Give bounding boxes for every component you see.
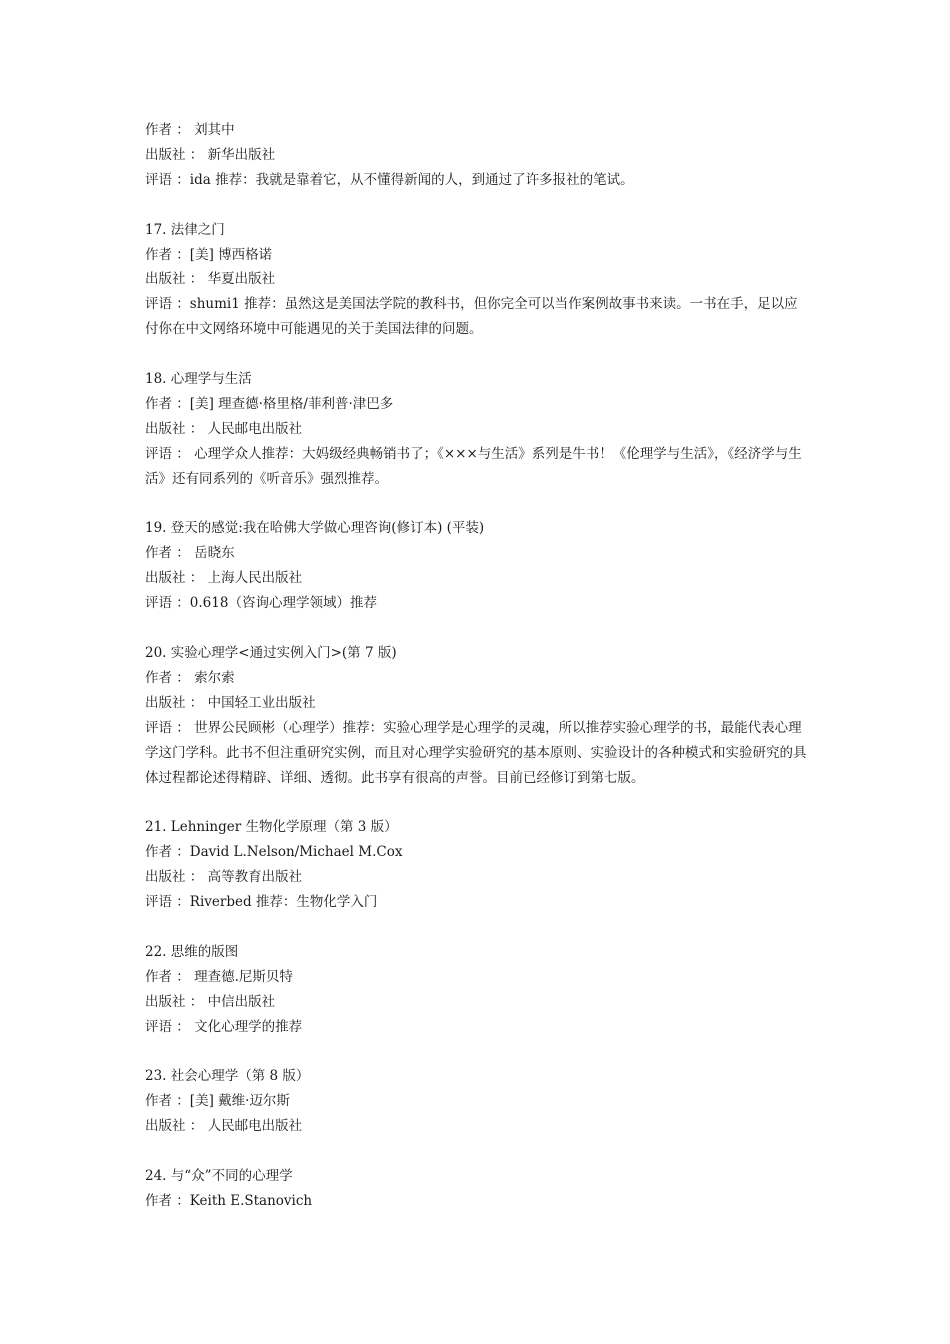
review-line	[145, 168, 810, 193]
review-line	[145, 1015, 810, 1040]
book-entry	[145, 815, 810, 915]
review-line	[145, 442, 810, 492]
author-value: 刘其中	[194, 122, 235, 138]
book-title: 22. 思维的版图	[145, 943, 239, 960]
book-entry	[145, 1064, 810, 1139]
publisher-label: 出版社 ：	[145, 271, 204, 288]
review-label: 评语 ：	[145, 445, 190, 462]
review-label: 评语 ：	[145, 171, 190, 188]
publisher-value: 上海人民出版社	[207, 570, 303, 587]
review-line	[145, 292, 810, 342]
book-entry	[145, 1164, 810, 1214]
author-label: 作者 ：	[145, 395, 190, 412]
author-line	[145, 243, 810, 268]
publisher-label: 出版社 ：	[145, 146, 204, 163]
author-label: 作者 ：	[145, 1093, 190, 1110]
publisher-value: 中国轻工业出版社	[207, 694, 316, 711]
book-title: 23. 社会心理学（第 8 版）	[145, 1068, 310, 1085]
book-entry	[145, 367, 810, 492]
author-line	[145, 1089, 810, 1114]
author-line	[145, 666, 810, 691]
publisher-value: 新华出版社	[207, 146, 276, 163]
author-label: 作者 ：	[145, 669, 190, 686]
author-line	[145, 392, 810, 417]
publisher-line	[145, 990, 810, 1015]
document-page	[145, 118, 810, 1239]
publisher-value: 人民邮电出版社	[207, 420, 303, 437]
author-value: Keith E.Stanovich	[189, 1192, 313, 1209]
publisher-line	[145, 267, 810, 292]
publisher-line	[145, 417, 810, 442]
book-entry	[145, 218, 810, 343]
review-value: shumi1 推荐：虽然这是美国法学院的教科书，但你完全可以当作案例故事书来读。一书在手，足以应付你在中文网络环境中可能遇见的关于美国法律的问题。	[145, 296, 798, 338]
publisher-line	[145, 865, 810, 890]
book-entry	[145, 641, 810, 790]
book-entry	[145, 940, 810, 1040]
book-title: 20. 实验心理学<通过实例入门>(第 7 版)	[145, 644, 397, 661]
author-label: 作者 ：	[145, 844, 190, 861]
publisher-label: 出版社 ：	[145, 420, 204, 437]
review-label: 评语 ：	[145, 894, 190, 911]
publisher-label: 出版社 ：	[145, 694, 204, 711]
review-value: Riverbed 推荐：生物化学入门	[189, 894, 378, 911]
review-label: 评语 ：	[145, 595, 190, 612]
review-value: 文化心理学的推荐	[194, 1018, 303, 1035]
publisher-value: 华夏出版社	[207, 271, 276, 288]
author-line	[145, 965, 810, 990]
author-value: 索尔索	[194, 669, 235, 686]
publisher-label: 出版社 ：	[145, 869, 204, 886]
review-label: 评语 ：	[145, 719, 190, 736]
review-line	[145, 716, 810, 791]
review-value: ida 推荐：我就是靠着它，从不懂得新闻的人，到通过了许多报社的笔试。	[189, 171, 634, 188]
publisher-value: 中信出版社	[207, 993, 276, 1010]
book-title: 21. Lehninger 生物化学原理（第 3 版）	[145, 819, 398, 836]
review-value: 心理学众人推荐：大妈级经典畅销书了；《×××与生活》系列是牛书！《伦理学与生活》，《经济学与生活》还有同系列的《听音乐》强烈推荐。	[145, 445, 802, 487]
publisher-line	[145, 143, 810, 168]
review-label: 评语 ：	[145, 1018, 190, 1035]
author-line	[145, 118, 810, 143]
author-line	[145, 1189, 810, 1214]
book-entry	[145, 118, 810, 193]
publisher-value: 高等教育出版社	[207, 869, 303, 886]
review-value: 0.618（咨询心理学领域）推荐	[189, 595, 377, 612]
review-line	[145, 591, 810, 616]
author-label: 作者 ：	[145, 545, 190, 562]
review-label: 评语 ：	[145, 296, 190, 313]
author-value: [美] 理查德·格里格/菲利普·津巴多	[189, 395, 394, 412]
publisher-label: 出版社 ：	[145, 570, 204, 587]
review-value: 世界公民顾彬（心理学）推荐：实验心理学是心理学的灵魂，所以推荐实验心理学的书，最能代表心理学这门学科。此书不但注重研究实例，而且对心理学实验研究的基本原则、实验设计的各种模式和实验研究的具体过程都论述得精辟、详细、透彻。此书享有很高的声誉。目前已经修订到第七版。	[145, 719, 807, 786]
publisher-line	[145, 566, 810, 591]
author-line	[145, 541, 810, 566]
author-label: 作者 ：	[145, 246, 190, 263]
author-value: David L.Nelson/Michael M.Cox	[189, 844, 403, 861]
publisher-line	[145, 691, 810, 716]
book-entry	[145, 516, 810, 616]
author-label: 作者 ：	[145, 968, 190, 985]
author-label: 作者 ：	[145, 1192, 190, 1209]
author-value: 岳晓东	[194, 545, 235, 562]
author-line	[145, 840, 810, 865]
review-line	[145, 890, 810, 915]
author-value: [美] 博西格诺	[189, 246, 273, 263]
book-title: 18. 心理学与生活	[145, 371, 252, 388]
author-value: 理查德.尼斯贝特	[194, 968, 293, 985]
publisher-value: 人民邮电出版社	[207, 1118, 303, 1135]
book-title: 19. 登天的感觉:我在哈佛大学做心理咨询(修订本) (平装)	[145, 520, 485, 537]
author-label: 作者 ：	[145, 122, 190, 138]
publisher-line	[145, 1114, 810, 1139]
book-title: 24. 与“众”不同的心理学	[145, 1167, 293, 1184]
publisher-label: 出版社 ：	[145, 993, 204, 1010]
publisher-label: 出版社 ：	[145, 1118, 204, 1135]
author-value: [美] 戴维·迈尔斯	[189, 1093, 290, 1110]
book-title: 17. 法律之门	[145, 221, 225, 238]
